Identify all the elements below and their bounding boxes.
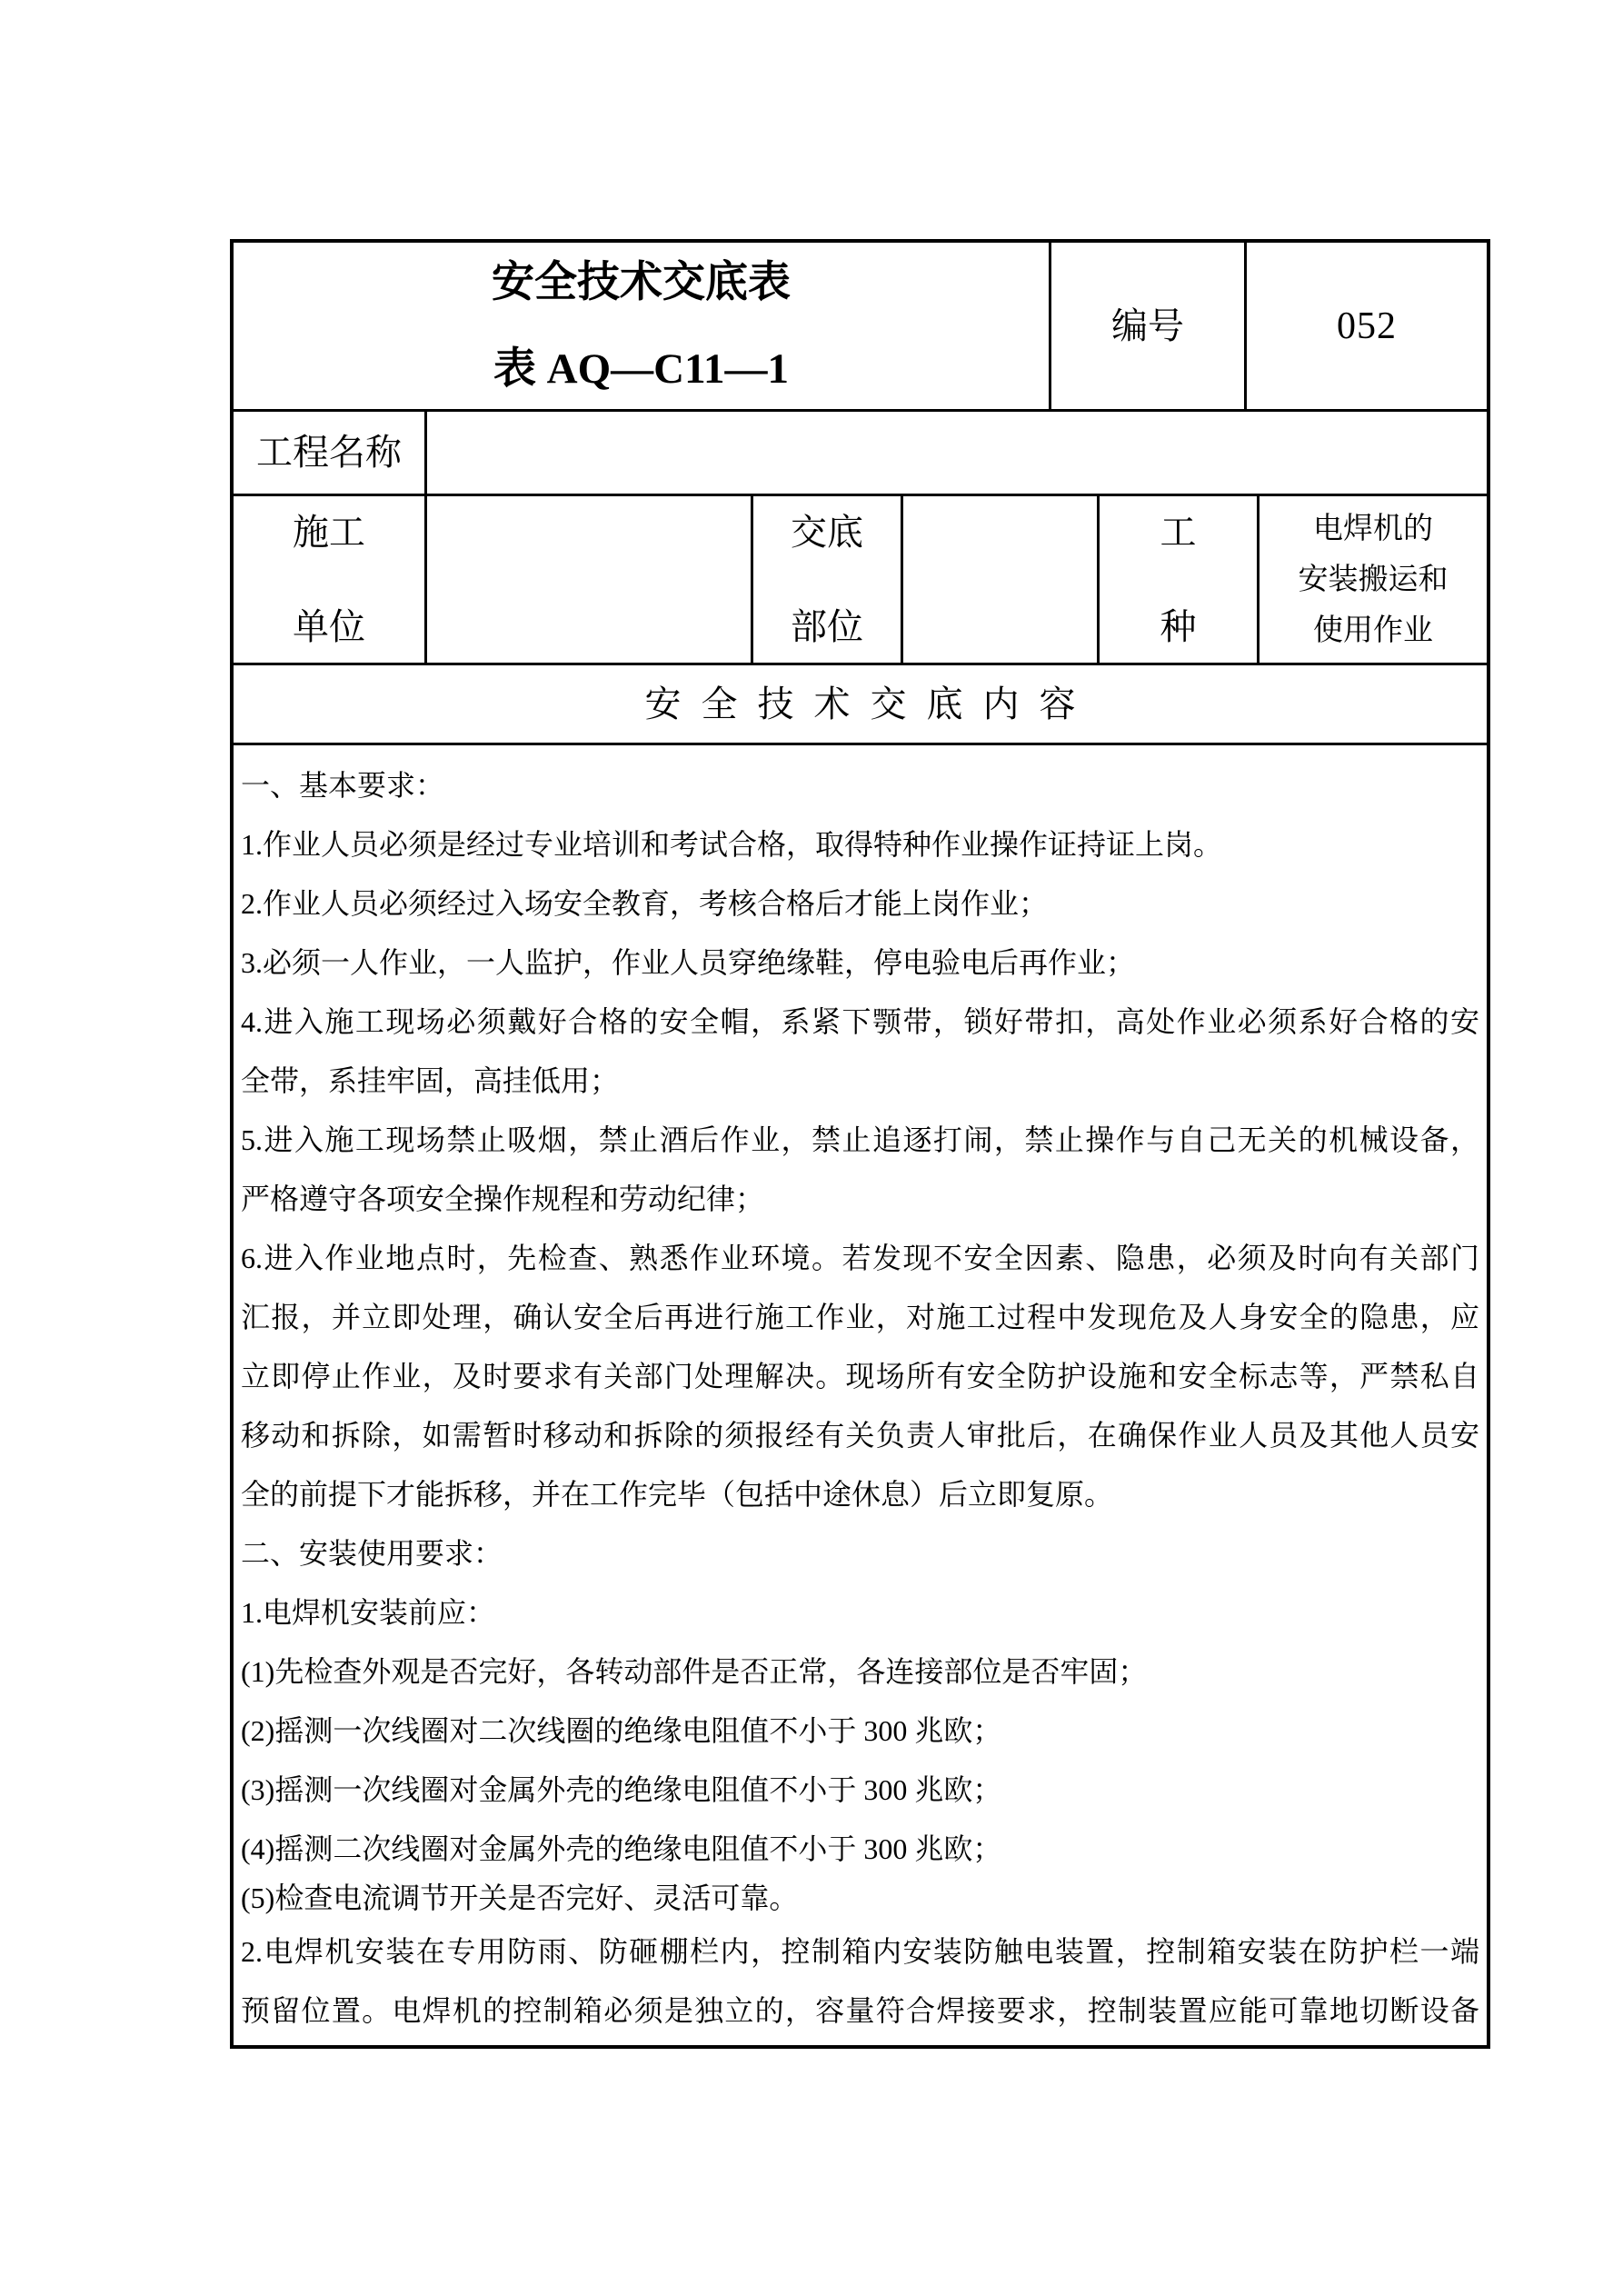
info-row (234, 496, 1487, 665)
content-line: 立即停止作业，及时要求有关部门处理解决。现场所有安全防护设施和安全标志等，严禁私自 (241, 1360, 1479, 1393)
content-line: 全的前提下才能拆移，并在工作完毕（包括中途休息）后立即复原。 (241, 1478, 1114, 1511)
project-name-label-cell (234, 412, 427, 494)
safety-disclosure-form (230, 239, 1490, 2049)
construction-unit-label-cell (234, 496, 427, 663)
disclosure-part-value-cell (903, 496, 1100, 663)
serial-label-cell (1051, 243, 1247, 409)
work-type-value-line1: 电焊机的 (1313, 512, 1433, 545)
project-name-value-cell (427, 412, 1487, 494)
content-line: (2)摇测一次线圈对二次线圈的绝缘电阻值不小于 300 兆欧； (241, 1714, 1002, 1747)
form-code: 表 AQ—C11—1 (493, 344, 790, 393)
content-line: (5)检查电流调节开关是否完好、灵活可靠。 (241, 1882, 799, 1914)
content-line: 汇报，并立即处理，确认安全后再进行施工作业，对施工过程中发现危及人身安全的隐患，应 (241, 1301, 1479, 1333)
form-title: 安全技术交底表 (492, 258, 791, 306)
content-line: 全带，系挂牢固，高挂低用； (241, 1064, 620, 1097)
content-line: (4)摇测二次线圈对金属外壳的绝缘电阻值不小于 300 兆欧； (241, 1832, 1002, 1865)
content-line: 4.进入施工现场必须戴好合格的安全帽，系紧下颚带，锁好带扣，高处作业必须系好合格的安 (241, 1005, 1479, 1038)
content-line: 一、基本要求： (241, 769, 445, 802)
form-title-cell (234, 243, 1051, 409)
content-body (234, 745, 1487, 2045)
content-line: 严格遵守各项安全操作规程和劳动纪律； (241, 1183, 765, 1215)
content-line: 2.作业人员必须经过入场安全教育，考核合格后才能上岗作业； (241, 887, 1049, 920)
work-type-value-line3: 使用作业 (1313, 614, 1433, 647)
content-line: 6.进入作业地点时，先检查、熟悉作业环境。若发现不安全因素、隐患，必须及时向有关部门 (241, 1242, 1479, 1274)
serial-value-cell (1247, 243, 1487, 409)
construction-unit-value-cell (427, 496, 753, 663)
section-title-cell (234, 665, 1487, 743)
header-row (234, 243, 1487, 412)
serial-label: 编号 (1111, 304, 1184, 346)
section-title: 安全技术交底内容 (644, 683, 1096, 724)
content-line: 3.必须一人作业，一人监护，作业人员穿绝缘鞋，停电验电后再作业； (241, 946, 1136, 979)
section-title-row (234, 665, 1487, 745)
work-type-value-line2: 安装搬运和 (1298, 563, 1449, 596)
construction-unit-label-line1: 施工 (293, 511, 365, 553)
work-type-label-line1: 工 (1160, 511, 1197, 553)
content-line: 2.电焊机安装在专用防雨、防砸棚栏内，控制箱内安装防触电装置，控制箱安装在防护栏一端 (241, 1935, 1479, 1968)
content-line: 1.作业人员必须是经过专业培训和考试合格，取得特种作业操作证持证上岗。 (241, 828, 1223, 861)
content-row (234, 745, 1487, 2045)
content-line: 5.进入施工现场禁止吸烟，禁止酒后作业，禁止追逐打闹，禁止操作与自己无关的机械设备， (241, 1123, 1479, 1156)
content-line: (1)先检查外观是否完好，各转动部件是否正常，各连接部位是否牢固； (241, 1655, 1148, 1688)
disclosure-part-label-line1: 交底 (791, 511, 863, 553)
work-type-label-line2: 种 (1160, 605, 1197, 647)
content-line: 1.电焊机安装前应： (241, 1596, 496, 1629)
project-name-label: 工程名称 (256, 432, 402, 473)
work-type-value-cell (1260, 496, 1487, 663)
content-line: 二、安装使用要求： (241, 1537, 503, 1570)
project-name-row (234, 412, 1487, 496)
content-line: (3)摇测一次线圈对金属外壳的绝缘电阻值不小于 300 兆欧； (241, 1773, 1002, 1806)
construction-unit-label-line2: 单位 (293, 605, 365, 647)
disclosure-part-label-line2: 部位 (791, 605, 863, 647)
content-line: 预留位置。电焊机的控制箱必须是独立的，容量符合焊接要求，控制装置应能可靠地切断设备 (241, 1994, 1479, 2027)
content-line: 移动和拆除，如需暂时移动和拆除的须报经有关负责人审批后，在确保作业人员及其他人员安 (241, 1419, 1479, 1452)
disclosure-part-label-cell (753, 496, 903, 663)
work-type-label-cell (1100, 496, 1260, 663)
serial-value: 052 (1337, 304, 1397, 347)
